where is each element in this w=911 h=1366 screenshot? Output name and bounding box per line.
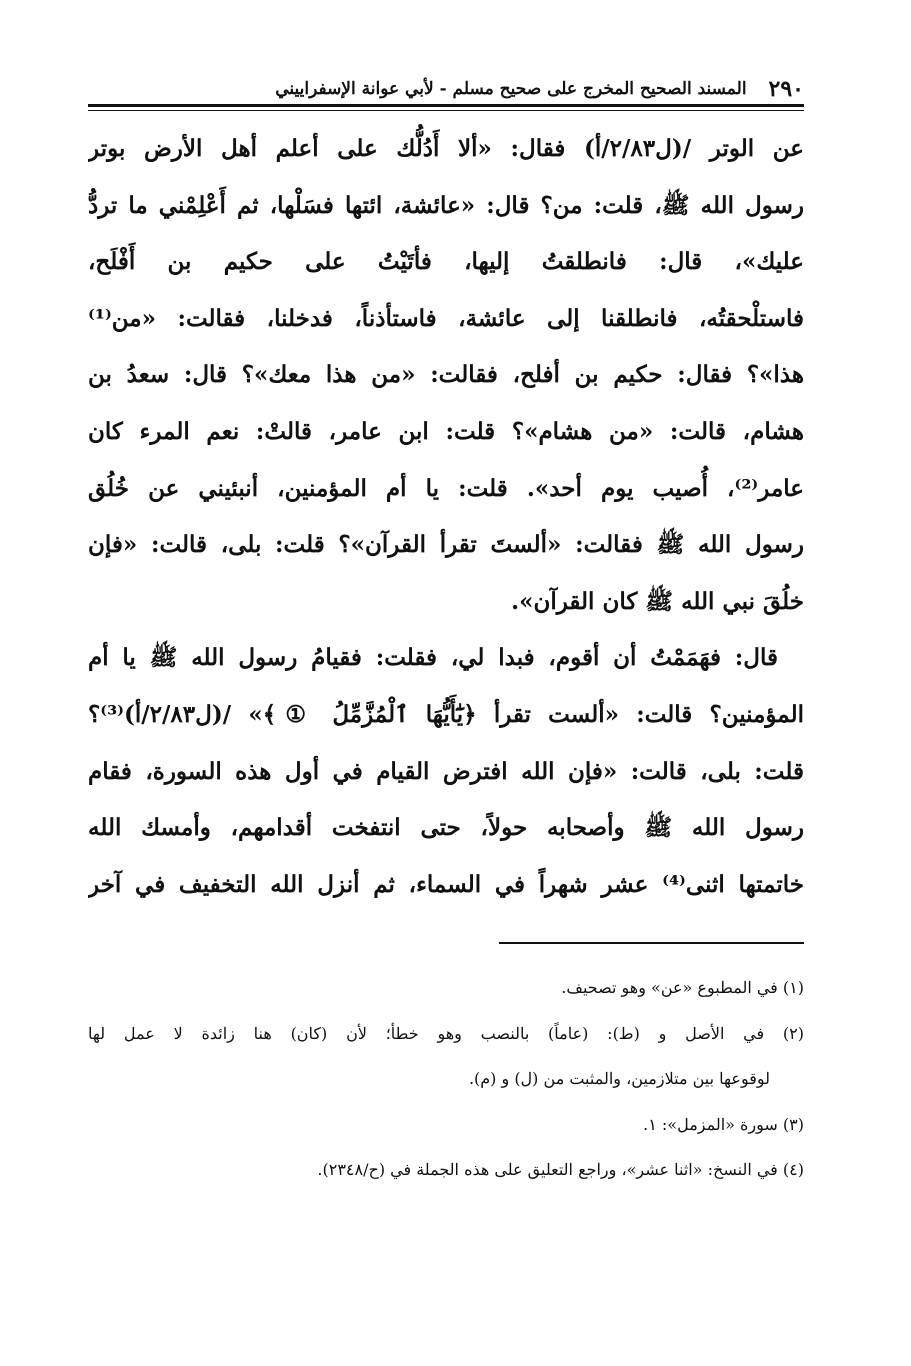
running-header [88, 74, 804, 104]
footnote-line: (٣) سورة «المزمل»: ١. [643, 1114, 804, 1134]
footnote-line: لوقوعها بين متلازمين، والمثبت من (ل) و (م). [468, 1069, 770, 1088]
text-line: قال: فهَمَمْتُ أن أقوم، فبدا لي، فقلت: فقيامُ رسول الله ﷺ يا أم [88, 644, 778, 672]
footnote-separator [499, 942, 804, 944]
text-line: هذا»؟ فقال: حكيم بن أفلح، فقالت: «من هذا معك»؟ قال: سعدُ بن [88, 361, 804, 389]
footnotes [88, 965, 804, 1193]
footnote-line: (٤) في النسخ: «اثنا عشر»، وراجع التعليق على هذه الجملة في (ح/٢٣٤٨). [317, 1160, 804, 1179]
main-text [88, 121, 804, 913]
text-line: خلُقَ نبي الله ﷺ كان القرآن». [511, 587, 804, 615]
footnote-line: (٢) في الأصل و (ط): (عاماً) بالنصب وهو خطأ؛ لأن (كان) هنا زائدة لا عمل لها [88, 1023, 804, 1043]
text-line: عليك»، قال: فانطلقتُ إليها، فأتَيْتُ على حكيم بن أَفْلَح، [88, 248, 804, 276]
header-title: المسند الصحيح المخرج على صحيح مسلم - لأبي عوانة الإسفراييني [275, 79, 747, 99]
text-line: رسول الله ﷺ فقالت: «ألستَ تقرأ القرآن»؟ قلت: بلى، قالت: «فإن [88, 531, 804, 559]
text-line: عن الوتر /(ل٢/٨٣/أ) فقال: «ألا أَدُلُّك على أعلم أهل الأرض بوتر [88, 135, 804, 162]
text-line: قلت: بلى، قالت: «فإن الله افترض القيام في أول هذه السورة، فقام [88, 757, 804, 785]
text-line: عامر⁽²⁾، أُصيب يوم أحد». قلت: يا أم المؤمنين، أنبئيني عن خُلُق [88, 474, 804, 502]
header-rule-thin [88, 110, 804, 111]
text-line: هشام، قالت: «من هشام»؟ قلت: ابن عامر، قالتْ: نعم المرء كان [88, 417, 804, 445]
page-number: ٢٩٠ [768, 76, 804, 102]
text-line: فاستلْحقتُه، فانطلقنا إلى عائشة، فاستأذناً، فدخلنا، فقالت: «من⁽¹⁾ [88, 304, 804, 332]
text-line: المؤمنين؟ قالت: «ألست تقرأ ﴿يَٰٓأَيُّهَا ٱلْمُزَّمِّلُ ①﴾» /(ل٢/٨٣/أ)⁽³⁾؟ [88, 700, 804, 728]
text-line: رسول الله ﷺ وأصحابه حولاً، حتى انتفخت أقدامهم، وأمسك الله [88, 814, 804, 842]
footnote-line: (١) في المطبوع «عن» وهو تصحيف. [561, 978, 804, 997]
text-line: رسول الله ﷺ، قلت: من؟ قال: «عائشة، ائتها فسَلْها، ثم أَعْلِمْني ما تردُّ [88, 191, 804, 219]
text-line: خاتمتها اثنى⁽⁴⁾ عشر شهراً في السماء، ثم أنزل الله التخفيف في آخر [88, 870, 804, 898]
header-rule [88, 104, 804, 107]
document-page [88, 0, 804, 1366]
